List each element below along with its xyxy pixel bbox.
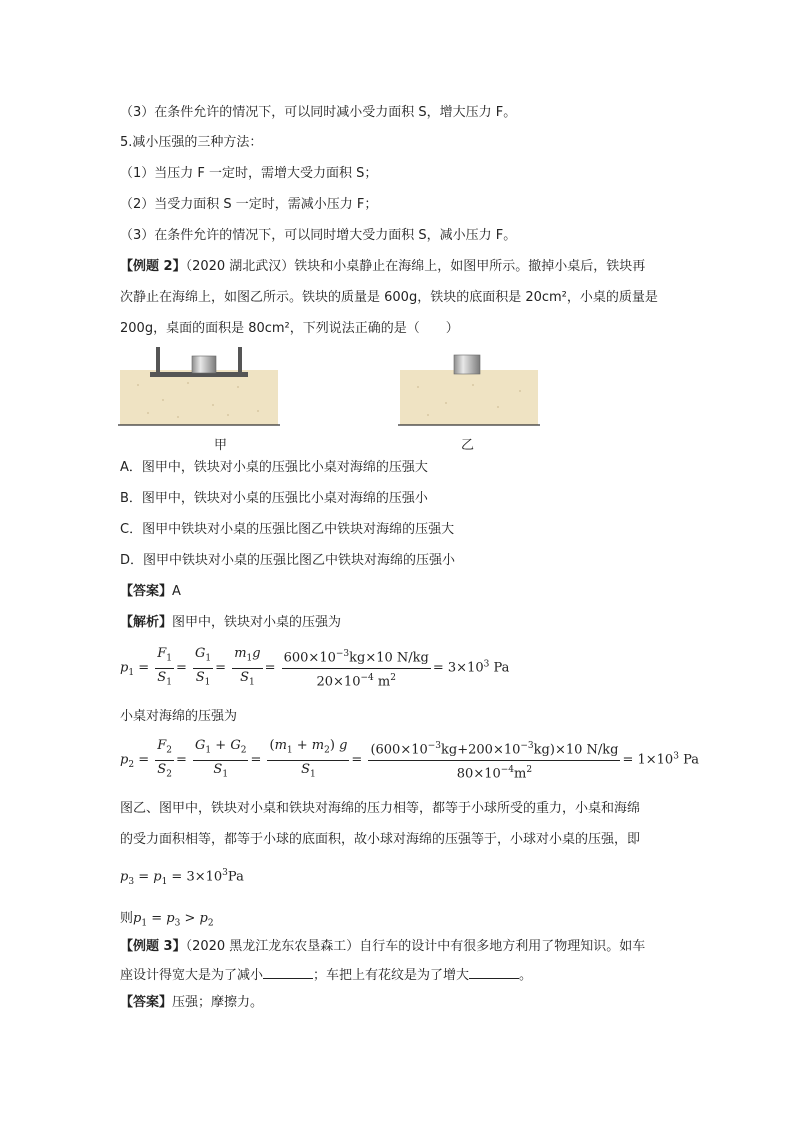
text-line: 5.减小压强的三种方法： [120, 135, 263, 150]
figure-jia [118, 345, 280, 457]
iron-block [192, 356, 216, 373]
example-3-line-1 [120, 938, 645, 956]
fill-blank[interactable] [263, 966, 313, 979]
answer-value: A [172, 584, 181, 599]
answer-value: 压强；摩擦力。 [172, 995, 264, 1010]
example-text: 自行车的设计中有很多地方利用了物理知识。如车 [359, 939, 646, 954]
example-tag: 【例题 3】 [120, 939, 186, 954]
conclusion-line [120, 910, 214, 933]
example-tag: 【例题 2】 [120, 259, 186, 274]
example-text: ；车把上有花纹是为了增大 [313, 968, 470, 983]
example-source: （2020 黑龙江龙东农垦森工） [185, 939, 360, 954]
answer-line [120, 994, 263, 1012]
text-line: 图乙、图甲中，铁块对小桌和铁块对海绵的压力相等，都等于小球所受的重力，小桌和海绵 [120, 801, 641, 816]
option-c: C．图甲中铁块对小桌的压强比图乙中铁块对海绵的压强大 [120, 522, 455, 537]
text-line: 的受力面积相等，都等于小球的底面积，故小球对海绵的压强等于，小球对小桌的压强，即 [120, 832, 641, 847]
example-2-line-1 [120, 258, 645, 276]
conclusion-prefix: 则 [120, 911, 134, 926]
example-3-line-2 [120, 966, 532, 985]
analysis-tag: 【解析】 [120, 615, 173, 630]
sponge [400, 370, 538, 425]
option-b: B．图甲中，铁块对小桌的压强比小桌对海绵的压强小 [120, 491, 428, 506]
formula-p2: $p_2$ = $\frac{F_2}{S_2}$ = $\frac{G_1 + G_2}{S_1}$ = $\frac{(m_1 + m_2) g}{S_1}$ = $\frac{(600\times 10^{-3}kg+200\times 10^{-3}kg)\times 10 N/kg}{80\times 10^{-4}m^2}$ = $1\times 10^3$ Pa [120, 738, 699, 781]
fill-blank[interactable] [469, 966, 519, 979]
option-d: D．图甲中铁块对小桌的压强比图乙中铁块对海绵的压强小 [120, 553, 456, 568]
example-text: 铁块和小桌静止在海绵上，如图甲所示。撤掉小桌后，铁块再 [294, 259, 646, 274]
formula-compare: $p_1 = p_3 > p_2$ [133, 911, 214, 929]
text-line: （3）在条件允许的情况下，可以同时增大受力面积 S，减小压力 F。 [120, 228, 517, 243]
text-line: 次静止在海绵上，如图乙所示。铁块的质量是 600g，铁块的底面积是 20cm²，小桌的质量是 [120, 290, 658, 305]
figure-yi [398, 345, 540, 457]
example-source: （2020 湖北武汉） [185, 259, 295, 274]
sponge [120, 370, 278, 425]
text-line: （3）在条件允许的情况下，可以同时减小受力面积 S，增大压力 F。 [120, 105, 517, 120]
text-line: （2）当受力面积 S 一定时，需减小压力 F； [120, 197, 378, 212]
option-a: A．图甲中，铁块对小桌的压强比小桌对海绵的压强大 [120, 460, 428, 475]
analysis-text: 图甲中，铁块对小桌的压强为 [172, 615, 342, 630]
figure-label-yi: 乙 [461, 438, 475, 453]
text-line: 200g，桌面的面积是 80cm²，下列说法正确的是（ ） [120, 321, 459, 336]
figure-label-jia: 甲 [214, 438, 228, 453]
iron-block [454, 355, 480, 374]
answer-tag: 【答案】 [120, 995, 173, 1010]
answer-line [120, 583, 181, 601]
analysis-line [120, 614, 341, 632]
example-text: 。 [519, 968, 533, 983]
text-line: （1）当压力 F 一定时，需增大受力面积 S； [120, 166, 378, 181]
example-text: 座设计得宽大是为了减小 [120, 968, 264, 983]
formula-p3: $p_3 = p_1 = 3\times 10^3Pa$ [120, 868, 244, 887]
text-line: 小桌对海绵的压强为 [120, 709, 238, 724]
answer-tag: 【答案】 [120, 584, 173, 599]
formula-p1: $p_1$ = $\frac{F_1}{S_1}$ = $\frac{G_1}{S_1}$ = $\frac{m_1g}{S_1}$ = $\frac{600\times 10^{-3}kg\times 10 N/kg}{20\times 10^{-4} m^2}$ = $3\times 10^3$ Pa [120, 646, 510, 689]
